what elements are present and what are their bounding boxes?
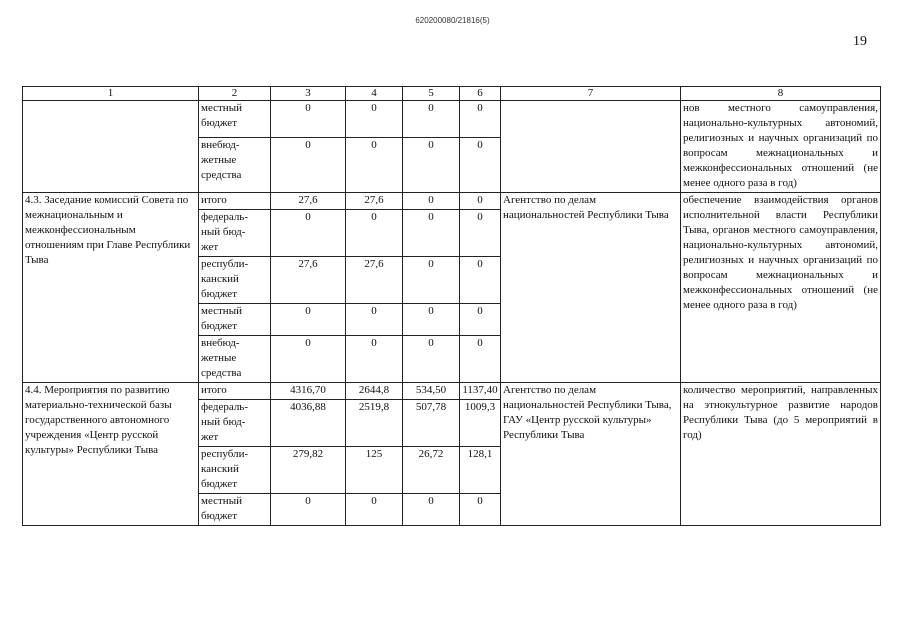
result-cell: обеспечение взаимодействия органов исполнительной власти Республики Тыва, органов местного самоуправления, национально-культурных автономий, религиозных и научных организаций по вопросам межнациональных и межконфессиональных отношений (не менее одного раза в год) [681,193,881,383]
executor-cell: Агентство по делам национальностей Республики Тыва, ГАУ «Центр русской культуры» Республики Тыва [501,383,681,526]
value-cell: 0 [271,494,346,526]
value-cell: 27,6 [271,193,346,210]
result-cell: количество мероприятий, направленных на этнокультурное развитие народов Республики Тыва (до 5 мероприятий в год) [681,383,881,526]
value-cell: 0 [271,304,346,336]
value-cell: 0 [460,304,501,336]
value-cell: 0 [460,257,501,304]
page-number: 19 [853,34,867,49]
value-cell: 2519,8 [346,400,403,447]
value-cell: 0 [403,138,460,193]
budget-type: внебюд- жетные средства [199,138,271,193]
budget-type: итого [199,383,271,400]
budget-type: республи- канский бюджет [199,257,271,304]
budget-type: итого [199,193,271,210]
header-cell: 6 [460,87,501,101]
value-cell: 0 [346,304,403,336]
table-row [23,193,881,210]
header-cell: 3 [271,87,346,101]
budget-type: внебюд- жетные средства [199,336,271,383]
value-cell: 0 [403,257,460,304]
value-cell: 0 [403,304,460,336]
budget-type: местный бюджет [199,101,271,138]
value-cell: 0 [271,210,346,257]
table-row [23,101,881,138]
value-cell: 0 [460,193,501,210]
value-cell: 0 [403,210,460,257]
header-cell: 4 [346,87,403,101]
value-cell: 27,6 [346,257,403,304]
executor-cell [501,101,681,193]
header-cell: 2 [199,87,271,101]
budget-type: местный бюджет [199,494,271,526]
value-cell: 0 [346,101,403,138]
header-cell: 5 [403,87,460,101]
budget-type: республи- канский бюджет [199,447,271,494]
result-cell: нов местного самоуправления, национально-культурных автономий, религиозных и научных организаций по вопросам межнациональных и межконфессиональных отношений (не менее одного раза в год) [681,101,881,193]
value-cell: 1137,40 [460,383,501,400]
value-cell: 128,1 [460,447,501,494]
value-cell: 0 [271,336,346,383]
value-cell: 0 [460,210,501,257]
value-cell: 0 [403,494,460,526]
value-cell: 0 [403,101,460,138]
value-cell: 0 [460,494,501,526]
value-cell: 0 [460,336,501,383]
value-cell: 0 [346,138,403,193]
value-cell: 0 [271,138,346,193]
value-cell: 125 [346,447,403,494]
item-name-cell [23,101,199,193]
value-cell: 0 [403,336,460,383]
table-row [23,383,881,400]
value-cell: 26,72 [403,447,460,494]
value-cell: 1009,3 [460,400,501,447]
value-cell: 0 [271,101,346,138]
budget-type: местный бюджет [199,304,271,336]
value-cell: 27,6 [271,257,346,304]
item-name-cell: 4.4. Мероприятия по развитию материально-технической базы государственного автономного учреждения «Центр русской культуры» Республики Тыва [23,383,199,526]
budget-type: федераль- ный бюд- жет [199,210,271,257]
document-id: 620200080/21816(5) [415,16,490,25]
value-cell: 279,82 [271,447,346,494]
item-name-cell: 4.3. Заседание комиссий Совета по межнациональным и межконфессиональным отношениям при Главе Республики Тыва [23,193,199,383]
value-cell: 2644,8 [346,383,403,400]
value-cell: 0 [346,336,403,383]
budget-type: федераль- ный бюд- жет [199,400,271,447]
value-cell: 0 [460,101,501,138]
value-cell: 507,78 [403,400,460,447]
value-cell: 0 [346,494,403,526]
value-cell: 0 [460,138,501,193]
executor-cell: Агентство по делам национальностей Республики Тыва [501,193,681,383]
value-cell: 27,6 [346,193,403,210]
value-cell: 0 [346,210,403,257]
value-cell: 4036,88 [271,400,346,447]
header-row [23,87,881,101]
value-cell: 0 [403,193,460,210]
header-cell: 8 [681,87,881,101]
header-cell: 7 [501,87,681,101]
value-cell: 4316,70 [271,383,346,400]
value-cell: 534,50 [403,383,460,400]
header-cell: 1 [23,87,199,101]
program-table [22,86,881,526]
